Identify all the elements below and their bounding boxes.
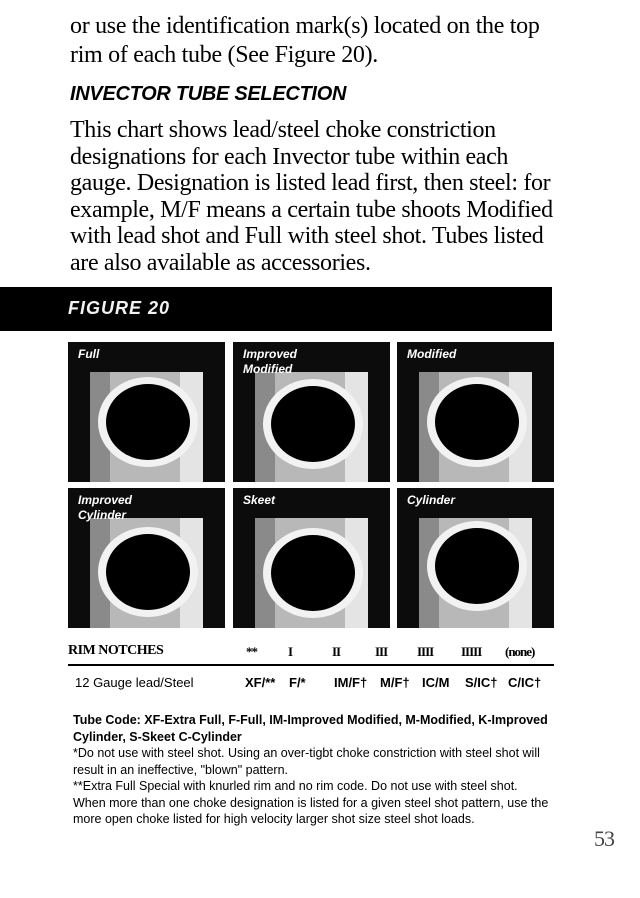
tube-code-note: Tube Code: XF-Extra Full, F-Full, IM-Improved Modified, M-Modified, K-Improved Cylinder, S-Skeet C-Cylinder xyxy=(73,713,548,744)
figure-title-bar xyxy=(0,287,552,331)
choke-tube-image xyxy=(233,488,390,628)
choke-code: IM/F† xyxy=(334,675,368,690)
choke-photo-improved-cylinder xyxy=(68,488,225,628)
choke-photo-modified xyxy=(397,342,554,482)
notch-extra-full: ** xyxy=(246,644,257,659)
panel-label: Cylinder xyxy=(407,493,456,507)
figure-title: FIGURE 20 xyxy=(68,298,171,318)
panel-label: Improved Modified xyxy=(243,347,298,376)
notch-modified: III xyxy=(375,644,388,659)
divider-line xyxy=(68,664,554,666)
notch-full: I xyxy=(288,644,293,659)
footnotes xyxy=(73,712,553,828)
notch-cylinder: (none) xyxy=(505,644,535,659)
rim-notches-label: RIM NOTCHES xyxy=(68,643,164,658)
choke-tube-image xyxy=(397,342,554,482)
rim-notches-row xyxy=(68,640,554,666)
choke-code: IC/M xyxy=(422,675,450,690)
page-number: 53 xyxy=(594,826,614,851)
choke-code: M/F† xyxy=(380,675,410,690)
choke-code: F/* xyxy=(289,675,306,690)
notch-improved-modified: II xyxy=(332,644,341,659)
body-paragraph: This chart shows lead/steel choke constriction designations for each Invector tube within each gauge. Designation is listed lead first, then steel: for example, M/F means a certain tube shoots Modified with lead shot and Full with steel shot. Tubes listed are also available as accessories. xyxy=(70,117,553,276)
choke-photo-full xyxy=(68,342,225,482)
intro-paragraph: or use the identification mark(s) located on the top rim of each tube (See Figure 20). xyxy=(70,13,540,68)
steel-warning-note: *Do not use with steel shot. Using an over-tigbt choke constriction with steel shot will result in an ineffective, "blown" pattern. xyxy=(73,746,540,777)
notch-skeet: IIIII xyxy=(461,644,482,659)
choke-tube-image xyxy=(397,488,554,628)
choke-photo-cylinder xyxy=(397,488,554,628)
choke-code: C/IC† xyxy=(508,675,542,690)
notch-improved-cylinder: IIII xyxy=(417,644,434,659)
choke-code: XF/** xyxy=(245,675,276,690)
section-heading: INVECTOR TUBE SELECTION xyxy=(70,83,347,105)
panel-label: Modified xyxy=(407,347,457,361)
extra-full-note: **Extra Full Special with knurled rim and no rim code. Do not use with steel shot. xyxy=(73,779,518,793)
panel-label: Improved Cylinder xyxy=(78,493,133,522)
choke-selection-note: When more than one choke designation is listed for a given steel shot pattern, use the more open choke listed for high velocity larger shot size steel shot loads. xyxy=(73,795,549,826)
gauge-label: 12 Gauge lead/Steel xyxy=(75,675,194,690)
panel-label: Skeet xyxy=(243,493,276,507)
choke-tube-image xyxy=(68,342,225,482)
choke-code: S/IC† xyxy=(465,675,498,690)
choke-photo-improved-modified xyxy=(233,342,390,482)
panel-label: Full xyxy=(78,347,100,361)
choke-photo-skeet xyxy=(233,488,390,628)
gauge-row xyxy=(75,675,555,695)
